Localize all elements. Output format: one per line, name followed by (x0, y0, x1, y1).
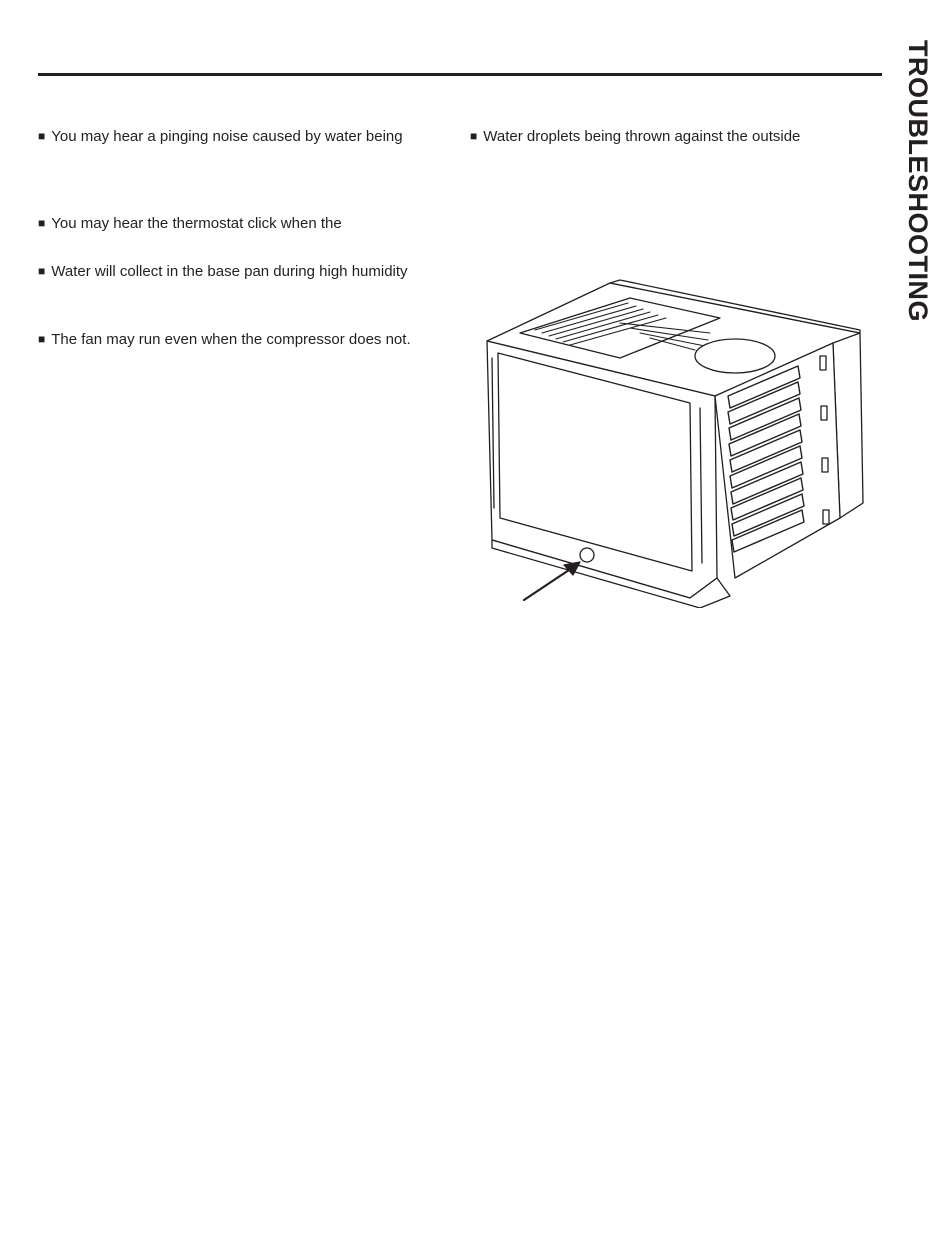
list-item-text: You may hear a pinging noise caused by water being (51, 128, 403, 145)
bullet-icon: ■ (38, 332, 46, 346)
bullet-icon: ■ (470, 129, 478, 143)
list-item-text: The fan may run even when the compressor does not. (51, 331, 411, 348)
list-item (470, 128, 800, 146)
bullet-icon: ■ (38, 264, 46, 278)
list-item (38, 331, 411, 349)
pointer-arrow-icon (524, 562, 580, 600)
fan-grill-icon (695, 339, 775, 373)
bullet-icon: ■ (38, 216, 46, 230)
air-conditioner-illustration (480, 278, 865, 608)
list-item-text: Water droplets being thrown against the outside (483, 128, 801, 145)
header-rule (38, 73, 882, 76)
drain-plug-icon (580, 548, 594, 562)
bullet-icon: ■ (38, 129, 46, 143)
list-item-text: You may hear the thermostat click when the (51, 215, 342, 232)
list-item (38, 263, 408, 281)
list-item (38, 128, 403, 146)
list-item-text: Water will collect in the base pan during high humidity (51, 263, 408, 280)
section-title: TROUBLESHOOTING (903, 40, 933, 322)
list-item (38, 215, 342, 233)
